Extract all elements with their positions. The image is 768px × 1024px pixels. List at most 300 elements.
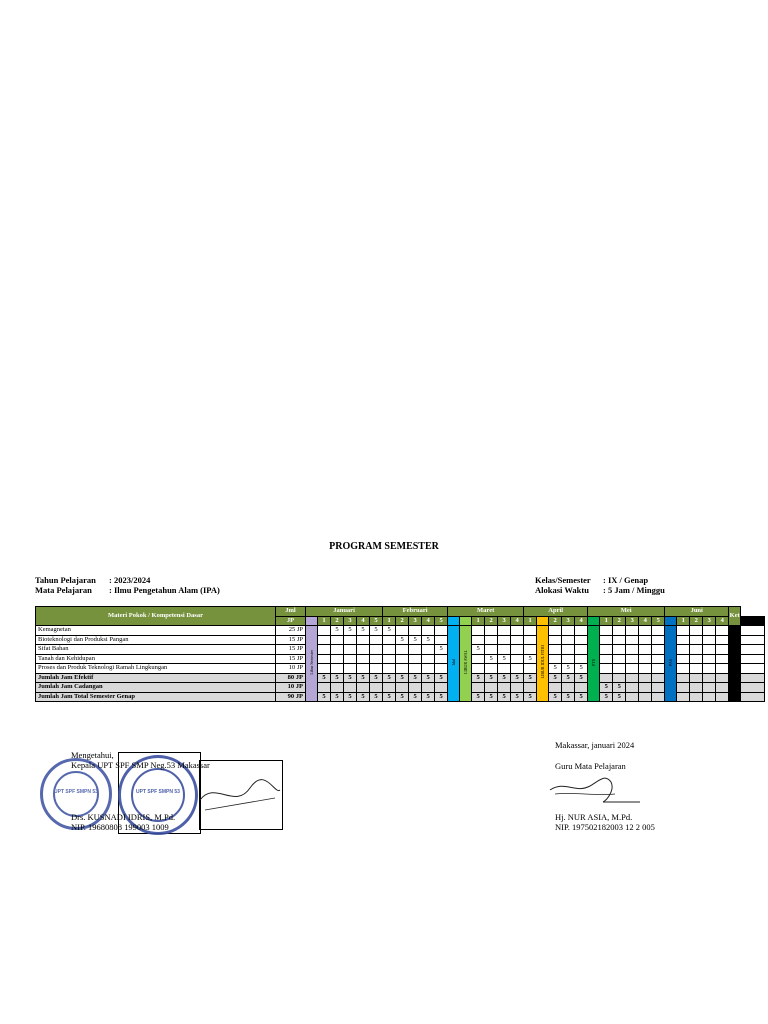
week-cell — [318, 683, 331, 693]
week-cell: 5 — [422, 673, 435, 683]
col-jml-header: Jml — [276, 607, 306, 617]
week-cell — [677, 673, 690, 683]
week-cell — [396, 683, 409, 693]
week-cell — [485, 635, 498, 645]
week-cell — [677, 635, 690, 645]
week-cell — [690, 635, 703, 645]
week-cell: 5 — [344, 626, 357, 636]
week-cell — [422, 645, 435, 655]
materi-cell: Proses dan Produk Teknologi Ramah Lingkungan — [36, 664, 276, 674]
week-cell — [498, 626, 511, 636]
sig-left-line1: Mengetahui, — [71, 750, 114, 760]
week-header: 3 — [498, 616, 511, 626]
materi-cell: Jumlah Jam Efektif — [36, 673, 276, 683]
week-cell — [344, 654, 357, 664]
week-cell — [511, 654, 524, 664]
week-cell: 5 — [472, 673, 485, 683]
week-cell — [626, 673, 639, 683]
week-cell: 5 — [600, 692, 613, 702]
special-week-header — [448, 616, 460, 626]
week-cell — [549, 626, 562, 636]
special-week-header — [537, 616, 549, 626]
table-row — [36, 692, 765, 702]
week-cell — [677, 654, 690, 664]
week-cell — [511, 645, 524, 655]
week-cell — [575, 645, 588, 655]
sig-right-name: Hj. NUR ASIA, M.Pd. — [555, 812, 633, 822]
special-week-header — [588, 616, 600, 626]
week-cell — [690, 664, 703, 674]
week-header: 5 — [370, 616, 383, 626]
week-header: 3 — [409, 616, 422, 626]
materi-cell: Kemagnetan — [36, 626, 276, 636]
table-row — [36, 626, 765, 636]
week-cell: 5 — [357, 692, 370, 702]
materi-cell: Sifat Bahan — [36, 645, 276, 655]
week-cell — [639, 683, 652, 693]
week-cell — [639, 654, 652, 664]
month-header: Juni — [665, 607, 729, 617]
ket-cell — [741, 654, 765, 664]
week-cell — [370, 683, 383, 693]
week-header: 1 — [677, 616, 690, 626]
jp-cell: 15 JP — [276, 635, 306, 645]
week-cell — [626, 654, 639, 664]
info-left — [35, 575, 220, 595]
sig-left-name: Drs. KUSNADI IDRIS, M.Pd. — [71, 812, 176, 822]
week-cell — [549, 645, 562, 655]
week-cell — [396, 664, 409, 674]
special-week-header — [460, 616, 472, 626]
week-cell — [383, 664, 396, 674]
week-cell — [331, 635, 344, 645]
jp-cell: 80 JP — [276, 673, 306, 683]
week-header: 3 — [626, 616, 639, 626]
week-cell — [383, 654, 396, 664]
week-cell: 5 — [383, 626, 396, 636]
week-cell — [409, 645, 422, 655]
week-cell — [600, 635, 613, 645]
table-row — [36, 635, 765, 645]
week-header: 4 — [716, 616, 729, 626]
week-cell: 5 — [331, 692, 344, 702]
week-cell — [600, 654, 613, 664]
week-cell — [472, 635, 485, 645]
week-cell: 5 — [549, 692, 562, 702]
week-cell — [703, 654, 716, 664]
table-row — [36, 673, 765, 683]
week-cell — [613, 654, 626, 664]
week-cell: 5 — [357, 626, 370, 636]
week-cell — [511, 664, 524, 674]
week-header: 2 — [331, 616, 344, 626]
week-cell: 5 — [435, 645, 448, 655]
week-cell — [575, 635, 588, 645]
week-cell — [524, 626, 537, 636]
week-cell: 5 — [485, 692, 498, 702]
ket-cell — [741, 626, 765, 636]
jp-cell: 15 JP — [276, 645, 306, 655]
info-value: : 5 Jam / Minggu — [603, 585, 665, 595]
week-cell — [562, 635, 575, 645]
week-cell — [435, 664, 448, 674]
week-cell — [703, 664, 716, 674]
week-cell: 5 — [524, 654, 537, 664]
week-cell — [318, 664, 331, 674]
week-cell: 5 — [562, 692, 575, 702]
period-label: Idul — [450, 658, 456, 666]
month-header: April — [524, 607, 588, 617]
week-cell — [562, 626, 575, 636]
week-cell — [511, 635, 524, 645]
week-cell: 5 — [331, 673, 344, 683]
week-header: 3 — [344, 616, 357, 626]
week-header: 1 — [472, 616, 485, 626]
week-cell — [652, 626, 665, 636]
sig-right-date: Makassar, januari 2024 — [555, 740, 635, 750]
table-row — [36, 683, 765, 693]
week-cell: 5 — [511, 692, 524, 702]
month-header: Maret — [448, 607, 524, 617]
week-cell — [677, 645, 690, 655]
table-row — [36, 645, 765, 655]
week-cell — [331, 683, 344, 693]
week-cell — [626, 645, 639, 655]
jp-cell: 10 JP — [276, 683, 306, 693]
week-cell — [652, 654, 665, 664]
week-cell — [600, 673, 613, 683]
week-cell — [716, 692, 729, 702]
week-cell — [472, 626, 485, 636]
week-cell — [524, 683, 537, 693]
materi-cell: Tanah dan Kehidupan — [36, 654, 276, 664]
week-cell — [318, 645, 331, 655]
week-cell — [639, 645, 652, 655]
week-cell — [677, 692, 690, 702]
week-cell — [639, 635, 652, 645]
week-cell — [331, 654, 344, 664]
week-cell — [600, 664, 613, 674]
week-cell — [485, 626, 498, 636]
jp-cell: 10 JP — [276, 664, 306, 674]
week-cell — [690, 683, 703, 693]
week-cell: 5 — [549, 673, 562, 683]
week-cell — [357, 683, 370, 693]
week-header: 3 — [562, 616, 575, 626]
month-header: Februari — [383, 607, 448, 617]
week-cell: 5 — [472, 692, 485, 702]
stamp-label: UPT SPF SMPN 53 — [54, 788, 98, 795]
week-cell — [344, 645, 357, 655]
week-header: 1 — [524, 616, 537, 626]
week-cell: 5 — [613, 683, 626, 693]
week-cell — [331, 664, 344, 674]
week-cell — [652, 664, 665, 674]
materi-cell: Jumlah Jam Total Semester Genap — [36, 692, 276, 702]
week-cell — [370, 654, 383, 664]
info-value: : Ilmu Pengetahun Alam (IPA) — [109, 585, 220, 595]
week-cell — [498, 664, 511, 674]
week-cell: 5 — [357, 673, 370, 683]
week-header: 2 — [485, 616, 498, 626]
week-cell — [613, 635, 626, 645]
info-value: : 2023/2024 — [109, 575, 151, 585]
week-cell — [613, 626, 626, 636]
info-right — [535, 575, 665, 595]
week-cell — [639, 664, 652, 674]
week-cell: 5 — [409, 673, 422, 683]
special-week-header — [665, 616, 677, 626]
week-header: 3 — [703, 616, 716, 626]
week-cell — [472, 654, 485, 664]
week-cell — [549, 683, 562, 693]
info-label: Tahun Pelajaran — [35, 575, 96, 585]
week-cell — [524, 635, 537, 645]
week-header: 4 — [575, 616, 588, 626]
week-header: 2 — [613, 616, 626, 626]
week-cell — [422, 664, 435, 674]
week-cell: 5 — [498, 654, 511, 664]
table-row — [36, 654, 765, 664]
col-ket-header: Ket — [729, 607, 741, 626]
week-cell — [383, 635, 396, 645]
week-cell — [703, 683, 716, 693]
week-cell — [703, 626, 716, 636]
week-cell — [575, 654, 588, 664]
week-cell — [370, 635, 383, 645]
week-cell — [716, 645, 729, 655]
special-period-cell — [448, 626, 460, 702]
period-label: LIBUR IDUL FITRI — [539, 645, 545, 679]
week-cell — [409, 683, 422, 693]
week-cell: 5 — [613, 692, 626, 702]
week-cell: 5 — [422, 635, 435, 645]
col-jp-header: JP — [276, 616, 306, 626]
week-cell — [370, 645, 383, 655]
week-cell — [639, 692, 652, 702]
week-cell — [690, 692, 703, 702]
week-cell: 5 — [318, 692, 331, 702]
week-cell — [409, 626, 422, 636]
ket-cell — [741, 683, 765, 693]
week-cell — [344, 664, 357, 674]
week-cell — [716, 626, 729, 636]
sig-right-role: Guru Mata Pelajaran — [555, 761, 626, 771]
week-cell — [422, 626, 435, 636]
week-cell: 5 — [396, 635, 409, 645]
week-cell — [716, 654, 729, 664]
week-header: 2 — [396, 616, 409, 626]
week-header: 2 — [690, 616, 703, 626]
special-week-header — [306, 616, 318, 626]
special-week-header — [741, 616, 765, 626]
week-cell — [600, 645, 613, 655]
week-cell — [485, 645, 498, 655]
week-cell: 5 — [396, 673, 409, 683]
week-cell: 5 — [331, 626, 344, 636]
week-cell — [613, 664, 626, 674]
week-cell — [383, 645, 396, 655]
week-header: 1 — [318, 616, 331, 626]
week-cell: 5 — [575, 673, 588, 683]
week-cell — [498, 635, 511, 645]
week-cell — [318, 635, 331, 645]
week-cell — [472, 664, 485, 674]
week-cell — [344, 635, 357, 645]
ket-cell — [741, 635, 765, 645]
signature-right-icon — [545, 772, 645, 812]
week-cell — [575, 683, 588, 693]
week-header: 4 — [511, 616, 524, 626]
week-cell — [331, 645, 344, 655]
week-cell — [435, 626, 448, 636]
week-cell — [472, 683, 485, 693]
week-cell — [677, 626, 690, 636]
page-title: PROGRAM SEMESTER — [329, 541, 439, 552]
week-cell — [626, 692, 639, 702]
program-semester-table — [35, 606, 765, 702]
week-cell: 5 — [575, 664, 588, 674]
week-cell — [396, 626, 409, 636]
special-period-cell — [537, 626, 549, 702]
jp-cell: 25 JP — [276, 626, 306, 636]
week-cell — [639, 673, 652, 683]
week-cell — [716, 635, 729, 645]
week-cell: 5 — [524, 673, 537, 683]
special-period-cell — [588, 626, 600, 702]
week-cell — [549, 654, 562, 664]
week-cell — [652, 673, 665, 683]
week-cell — [652, 692, 665, 702]
week-cell: 5 — [409, 635, 422, 645]
week-cell — [357, 654, 370, 664]
sig-right-nip: NIP. 197502182003 12 2 005 — [555, 822, 655, 832]
col-materi-header: Materi Pokok / Kompetensi Dasar — [36, 607, 276, 626]
week-cell — [562, 654, 575, 664]
info-value: : IX / Genap — [603, 575, 649, 585]
week-cell — [409, 654, 422, 664]
week-header: 1 — [600, 616, 613, 626]
week-cell — [677, 683, 690, 693]
week-header: 5 — [652, 616, 665, 626]
week-cell — [703, 692, 716, 702]
week-cell — [626, 626, 639, 636]
week-cell — [690, 645, 703, 655]
week-cell: 5 — [485, 673, 498, 683]
week-header: 5 — [435, 616, 448, 626]
week-cell: 5 — [370, 692, 383, 702]
ket-cell — [741, 673, 765, 683]
week-cell: 5 — [562, 673, 575, 683]
week-cell — [357, 664, 370, 674]
week-cell — [435, 683, 448, 693]
week-cell — [716, 683, 729, 693]
week-cell: 5 — [383, 692, 396, 702]
week-cell — [703, 673, 716, 683]
week-header: 4 — [357, 616, 370, 626]
week-cell: 5 — [396, 692, 409, 702]
sig-left-nip: NIP. 19680808 199003 1009 — [71, 822, 169, 832]
week-cell — [549, 635, 562, 645]
week-cell: 5 — [498, 692, 511, 702]
table-row — [36, 664, 765, 674]
week-cell: 5 — [370, 626, 383, 636]
week-cell: 5 — [549, 664, 562, 674]
week-cell — [485, 664, 498, 674]
week-cell — [357, 635, 370, 645]
week-cell — [511, 626, 524, 636]
week-cell — [690, 673, 703, 683]
week-cell — [511, 683, 524, 693]
period-label: Libur Semester — [308, 649, 314, 675]
week-cell — [703, 635, 716, 645]
ket-cell — [741, 664, 765, 674]
week-cell: 5 — [344, 673, 357, 683]
week-cell — [524, 645, 537, 655]
week-cell — [383, 683, 396, 693]
week-cell — [524, 664, 537, 674]
week-cell: 5 — [562, 664, 575, 674]
special-period-cell — [460, 626, 472, 702]
jp-cell: 90 JP — [276, 692, 306, 702]
week-cell: 5 — [344, 692, 357, 702]
week-cell: 5 — [472, 645, 485, 655]
week-cell — [639, 626, 652, 636]
week-cell — [690, 626, 703, 636]
week-cell — [652, 683, 665, 693]
week-cell: 5 — [435, 692, 448, 702]
month-header: Mei — [588, 607, 665, 617]
week-cell — [318, 654, 331, 664]
week-header: 4 — [422, 616, 435, 626]
week-cell: 5 — [435, 673, 448, 683]
week-cell — [396, 645, 409, 655]
jp-cell: 15 JP — [276, 654, 306, 664]
week-cell — [626, 683, 639, 693]
week-cell — [690, 654, 703, 664]
week-cell: 5 — [422, 692, 435, 702]
week-cell — [344, 683, 357, 693]
week-cell — [318, 626, 331, 636]
stamp-label: UPT SPF SMPN 53 — [136, 789, 180, 796]
week-cell — [716, 664, 729, 674]
week-cell — [435, 635, 448, 645]
period-label: PAS — [667, 658, 673, 666]
week-cell — [575, 626, 588, 636]
info-label: Mata Pelajaran — [35, 585, 92, 595]
week-cell — [562, 683, 575, 693]
ket-cell — [741, 692, 765, 702]
materi-cell: Bioteknologi dan Produksi Pangan — [36, 635, 276, 645]
period-label: PTS — [590, 658, 596, 666]
signature-left-icon — [195, 770, 285, 820]
week-cell: 5 — [511, 673, 524, 683]
week-cell — [498, 645, 511, 655]
special-period-cell — [729, 626, 741, 702]
week-cell — [716, 673, 729, 683]
info-label: Alokasi Waktu — [535, 585, 589, 595]
week-cell — [626, 664, 639, 674]
week-cell — [626, 635, 639, 645]
period-label: LIBUR AWAL — [462, 649, 468, 674]
ket-cell — [741, 645, 765, 655]
week-cell — [498, 683, 511, 693]
week-cell — [435, 654, 448, 664]
special-period-cell — [306, 626, 318, 702]
week-cell — [562, 645, 575, 655]
week-cell — [357, 645, 370, 655]
sig-left-line2: Kepala UPT SPF SMP Neg.53 Makassar — [71, 760, 210, 770]
